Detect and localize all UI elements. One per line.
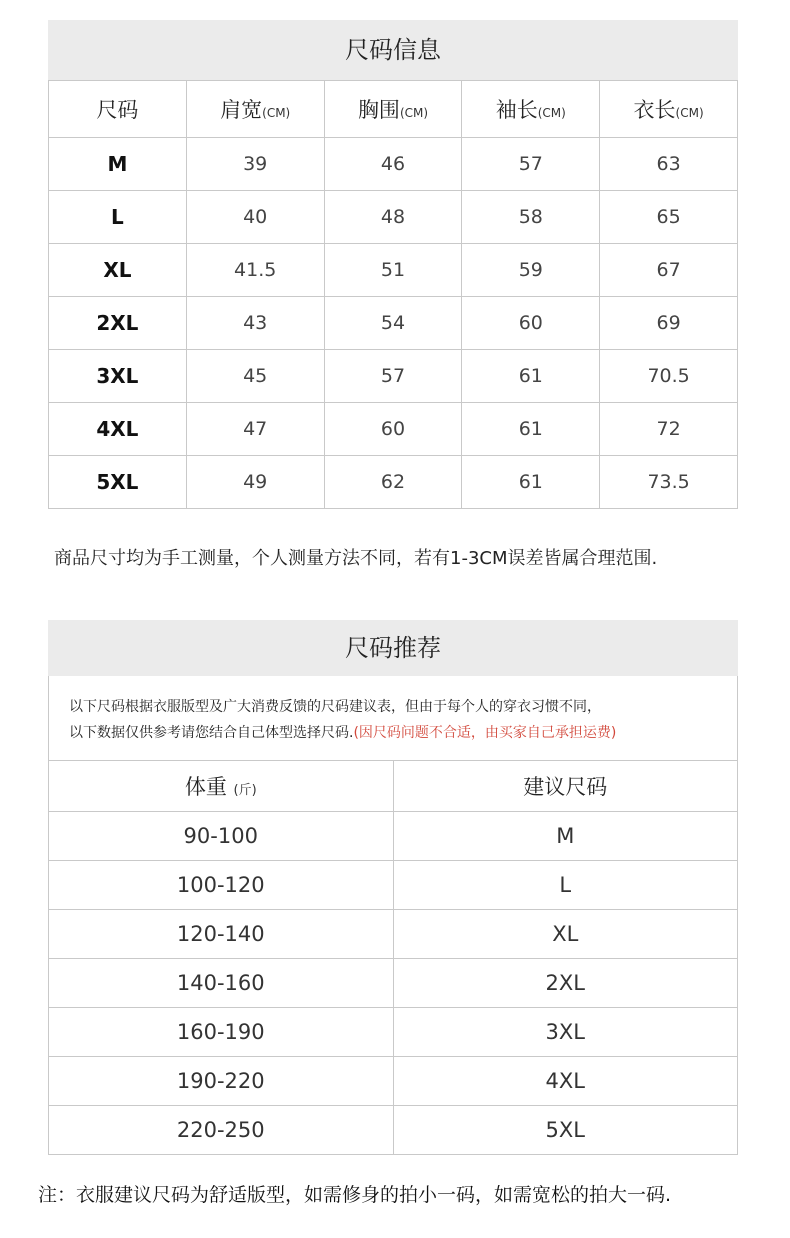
weight-cell: 220-250 — [49, 1106, 394, 1155]
length-cell: 73.5 — [600, 456, 738, 509]
header-shoulder-label: 肩宽 — [220, 98, 263, 122]
size-info-table — [48, 80, 738, 509]
sleeve-cell: 61 — [462, 403, 600, 456]
weight-cell: 140-160 — [49, 959, 394, 1008]
header-sleeve-label: 袖长 — [495, 98, 538, 122]
suggested-size-cell: 4XL — [393, 1057, 738, 1106]
sleeve-cell: 61 — [462, 456, 600, 509]
length-cell: 72 — [600, 403, 738, 456]
table-row — [49, 1106, 738, 1155]
table-row — [49, 812, 738, 861]
suggested-size-cell: 3XL — [393, 1008, 738, 1057]
table-row — [49, 1008, 738, 1057]
size-cell: 3XL — [49, 350, 187, 403]
header-sleeve-unit: (CM) — [537, 106, 566, 120]
shoulder-cell: 40 — [186, 191, 324, 244]
sleeve-cell: 57 — [462, 138, 600, 191]
header-chest-label: 胸围 — [357, 98, 400, 122]
size-recommend-title: 尺码推荐 — [48, 620, 738, 676]
chest-cell: 48 — [324, 191, 462, 244]
size-recommend-table — [48, 760, 738, 1155]
sleeve-cell: 59 — [462, 244, 600, 297]
chest-cell: 51 — [324, 244, 462, 297]
suggested-size-cell: M — [393, 812, 738, 861]
chest-cell: 60 — [324, 403, 462, 456]
weight-cell: 100-120 — [49, 861, 394, 910]
suggested-size-cell: 2XL — [393, 959, 738, 1008]
length-cell: 67 — [600, 244, 738, 297]
table-row — [49, 244, 738, 297]
header-size — [49, 81, 187, 138]
chest-cell: 62 — [324, 456, 462, 509]
size-cell: XL — [49, 244, 187, 297]
table-row — [49, 910, 738, 959]
size-cell: 5XL — [49, 456, 187, 509]
shoulder-cell: 41.5 — [186, 244, 324, 297]
size-cell: L — [49, 191, 187, 244]
header-length — [600, 81, 738, 138]
size-info-title: 尺码信息 — [48, 20, 738, 80]
recommend-description — [48, 676, 738, 760]
header-length-label: 衣长 — [633, 98, 676, 122]
table-row — [49, 1057, 738, 1106]
header-weight — [49, 761, 394, 812]
suggested-size-cell: L — [393, 861, 738, 910]
recommend-header-row — [49, 761, 738, 812]
fit-advice-note: 注：衣服建议尺码为舒适版型，如需修身的拍小一码，如需宽松的拍大一码. — [38, 1184, 672, 1206]
table-row — [49, 456, 738, 509]
header-shoulder-unit: (CM) — [262, 106, 291, 120]
size-cell: M — [49, 138, 187, 191]
header-chest-unit: (CM) — [399, 106, 429, 120]
size-table-header-row — [49, 81, 738, 138]
table-row — [49, 403, 738, 456]
header-sleeve — [462, 81, 600, 138]
table-row — [49, 350, 738, 403]
recommend-desc-line1: 以下尺码根据衣服版型及广大消费反馈的尺码建议表，但由于每个人的穿衣习惯不同， — [69, 699, 601, 715]
shoulder-cell: 39 — [186, 138, 324, 191]
chest-cell: 46 — [324, 138, 462, 191]
length-cell: 63 — [600, 138, 738, 191]
weight-cell: 120-140 — [49, 910, 394, 959]
table-row — [49, 138, 738, 191]
shoulder-cell: 49 — [186, 456, 324, 509]
weight-cell: 90-100 — [49, 812, 394, 861]
size-cell: 2XL — [49, 297, 187, 350]
suggested-size-cell: 5XL — [393, 1106, 738, 1155]
header-shoulder — [186, 81, 324, 138]
header-suggested-size — [393, 761, 738, 812]
table-row — [49, 959, 738, 1008]
shipping-warning: (因尺码问题不合适，由买家自己承担运费) — [353, 725, 617, 741]
weight-cell: 190-220 — [49, 1057, 394, 1106]
header-weight-label: 体重 — [184, 775, 227, 799]
shoulder-cell: 47 — [186, 403, 324, 456]
sleeve-cell: 58 — [462, 191, 600, 244]
length-cell: 70.5 — [600, 350, 738, 403]
table-row — [49, 191, 738, 244]
length-cell: 69 — [600, 297, 738, 350]
sleeve-cell: 61 — [462, 350, 600, 403]
chest-cell: 57 — [324, 350, 462, 403]
sleeve-cell: 60 — [462, 297, 600, 350]
shoulder-cell: 45 — [186, 350, 324, 403]
measurement-note: 商品尺寸均为手工测量，个人测量方法不同，若有1-3CM误差皆属合理范围. — [54, 548, 658, 569]
weight-cell: 160-190 — [49, 1008, 394, 1057]
header-weight-unit: (斤) — [233, 783, 257, 798]
length-cell: 65 — [600, 191, 738, 244]
size-cell: 4XL — [49, 403, 187, 456]
shoulder-cell: 43 — [186, 297, 324, 350]
header-suggested-size-label: 建议尺码 — [523, 775, 608, 799]
header-length-unit: (CM) — [675, 106, 704, 120]
suggested-size-cell: XL — [393, 910, 738, 959]
recommend-desc-line2-text: 以下数据仅供参考请您结合自己体型选择尺码. — [69, 725, 354, 741]
header-chest — [324, 81, 462, 138]
table-row — [49, 861, 738, 910]
chest-cell: 54 — [324, 297, 462, 350]
table-row — [49, 297, 738, 350]
recommend-desc-line2 — [69, 720, 737, 746]
header-size-label: 尺码 — [96, 98, 139, 122]
